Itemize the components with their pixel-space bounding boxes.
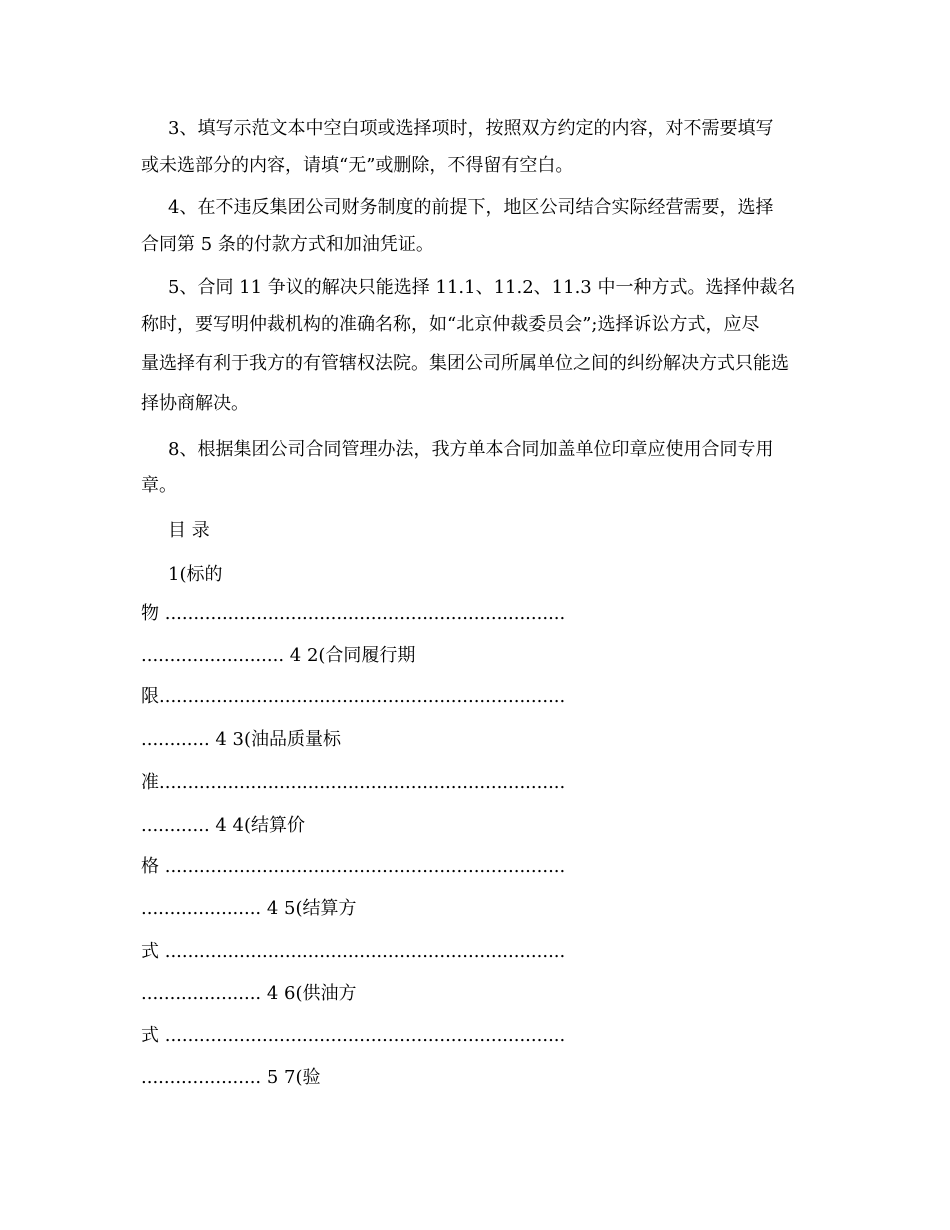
paragraph-5-line-4: 择协商解决。 bbox=[141, 393, 249, 414]
paragraph-3-line-1: 3、填写示范文本中空白项或选择项时，按照双方约定的内容，对不需要填写 bbox=[168, 118, 774, 139]
toc-line: ..................... 5 7(验 bbox=[141, 1067, 321, 1088]
toc-line: 1(标的 bbox=[168, 564, 223, 585]
toc-line: 准....................................................................... bbox=[141, 772, 566, 793]
paragraph-5-line-1: 5、合同 11 争议的解决只能选择 11.1、11.2、11.3 中一种方式。选择仲裁名 bbox=[168, 277, 796, 298]
paragraph-8-line-1: 8、根据集团公司合同管理办法，我方单本合同加盖单位印章应使用合同专用 bbox=[168, 439, 774, 460]
toc-line: 格 ...................................................................... bbox=[141, 856, 566, 877]
toc-line: 式 ...................................................................... bbox=[141, 1025, 566, 1046]
paragraph-4-line-2: 合同第 5 条的付款方式和加油凭证。 bbox=[141, 234, 434, 255]
toc-line: ..................... 4 5(结算方 bbox=[141, 898, 357, 919]
toc-line: ......................... 4 2(合同履行期 bbox=[141, 645, 416, 666]
toc-line: 物 ...................................................................... bbox=[141, 603, 566, 624]
toc-line: ............ 4 3(油品质量标 bbox=[141, 729, 342, 750]
toc-line: 限....................................................................... bbox=[141, 686, 566, 707]
toc-heading: 目 录 bbox=[168, 520, 210, 541]
toc-line: ..................... 4 6(供油方 bbox=[141, 983, 357, 1004]
paragraph-4-line-1: 4、在不违反集团公司财务制度的前提下，地区公司结合实际经营需要，选择 bbox=[168, 197, 774, 218]
paragraph-5-line-2: 称时，要写明仲裁机构的准确名称，如“北京仲裁委员会”;选择诉讼方式，应尽 bbox=[141, 314, 760, 335]
paragraph-8-line-2: 章。 bbox=[141, 475, 177, 496]
toc-line: ............ 4 4(结算价 bbox=[141, 815, 306, 836]
toc-line: 式 ...................................................................... bbox=[141, 941, 566, 962]
paragraph-5-line-3: 量选择有利于我方的有管辖权法院。集团公司所属单位之间的纠纷解决方式只能选 bbox=[141, 353, 789, 374]
paragraph-3-line-2: 或未选部分的内容，请填“无”或删除，不得留有空白。 bbox=[141, 155, 574, 176]
